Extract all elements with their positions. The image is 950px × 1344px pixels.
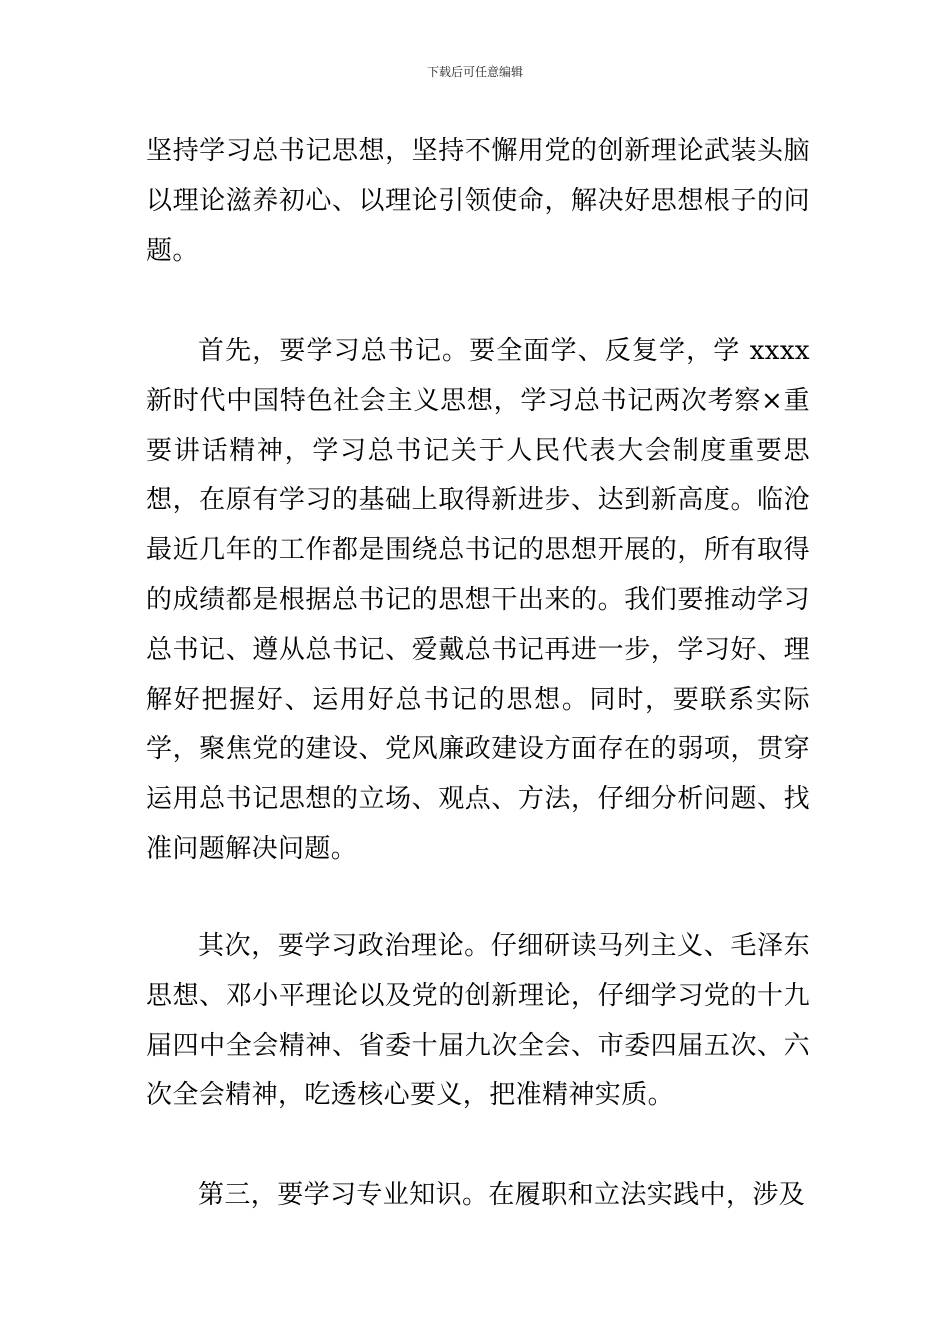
paragraph-4 (146, 1171, 810, 1221)
paragraph-text: 首先，要学习总书记。要全面学、反复学，学 xxxx 新时代中国特色社会主义思想，学习总书记两次考察×重要讲话精神，学习总书记关于人民代表大会制度重要思想，在原有学习的基础上取得新进步、达到新高度。临沧最近几年的工作都是围绕总书记的思想开展的，所有取得的成绩都是根据总书记的思想干出来的。我们要推动学习总书记、遵从总书记、爱戴总书记再进一步，学习好、理解好把握好、运用好总书记的思想。同时，要联系实际学，聚焦党的建设、党风廉政建设方面存在的弱项，贯穿运用总书记思想的立场、观点、方法，仔细分析问题、找准问题解决问题。 (146, 336, 810, 864)
paragraph-text: 其次，要学习政治理论。仔细研读马列主义、毛泽东思想、邓小平理论以及党的创新理论，仔细学习党的十九届四中全会精神、省委十届九次全会、市委四届五次、六次全会精神，吃透核心要义，把准精神实质。 (146, 931, 810, 1111)
paragraph-text: 坚持学习总书记思想，坚持不懈用党的创新理论武装头脑以理论滋养初心、以理论引领使命，解决好思想根子的问题。 (146, 136, 810, 266)
paragraph-text: 第三，要学习专业知识。在履职和立法实践中，涉及 (198, 1180, 806, 1210)
paragraph-1 (146, 127, 810, 276)
paragraph-3 (146, 922, 810, 1121)
paragraph-2 (146, 327, 810, 875)
page-header: 下载后可任意编辑 (426, 65, 523, 79)
